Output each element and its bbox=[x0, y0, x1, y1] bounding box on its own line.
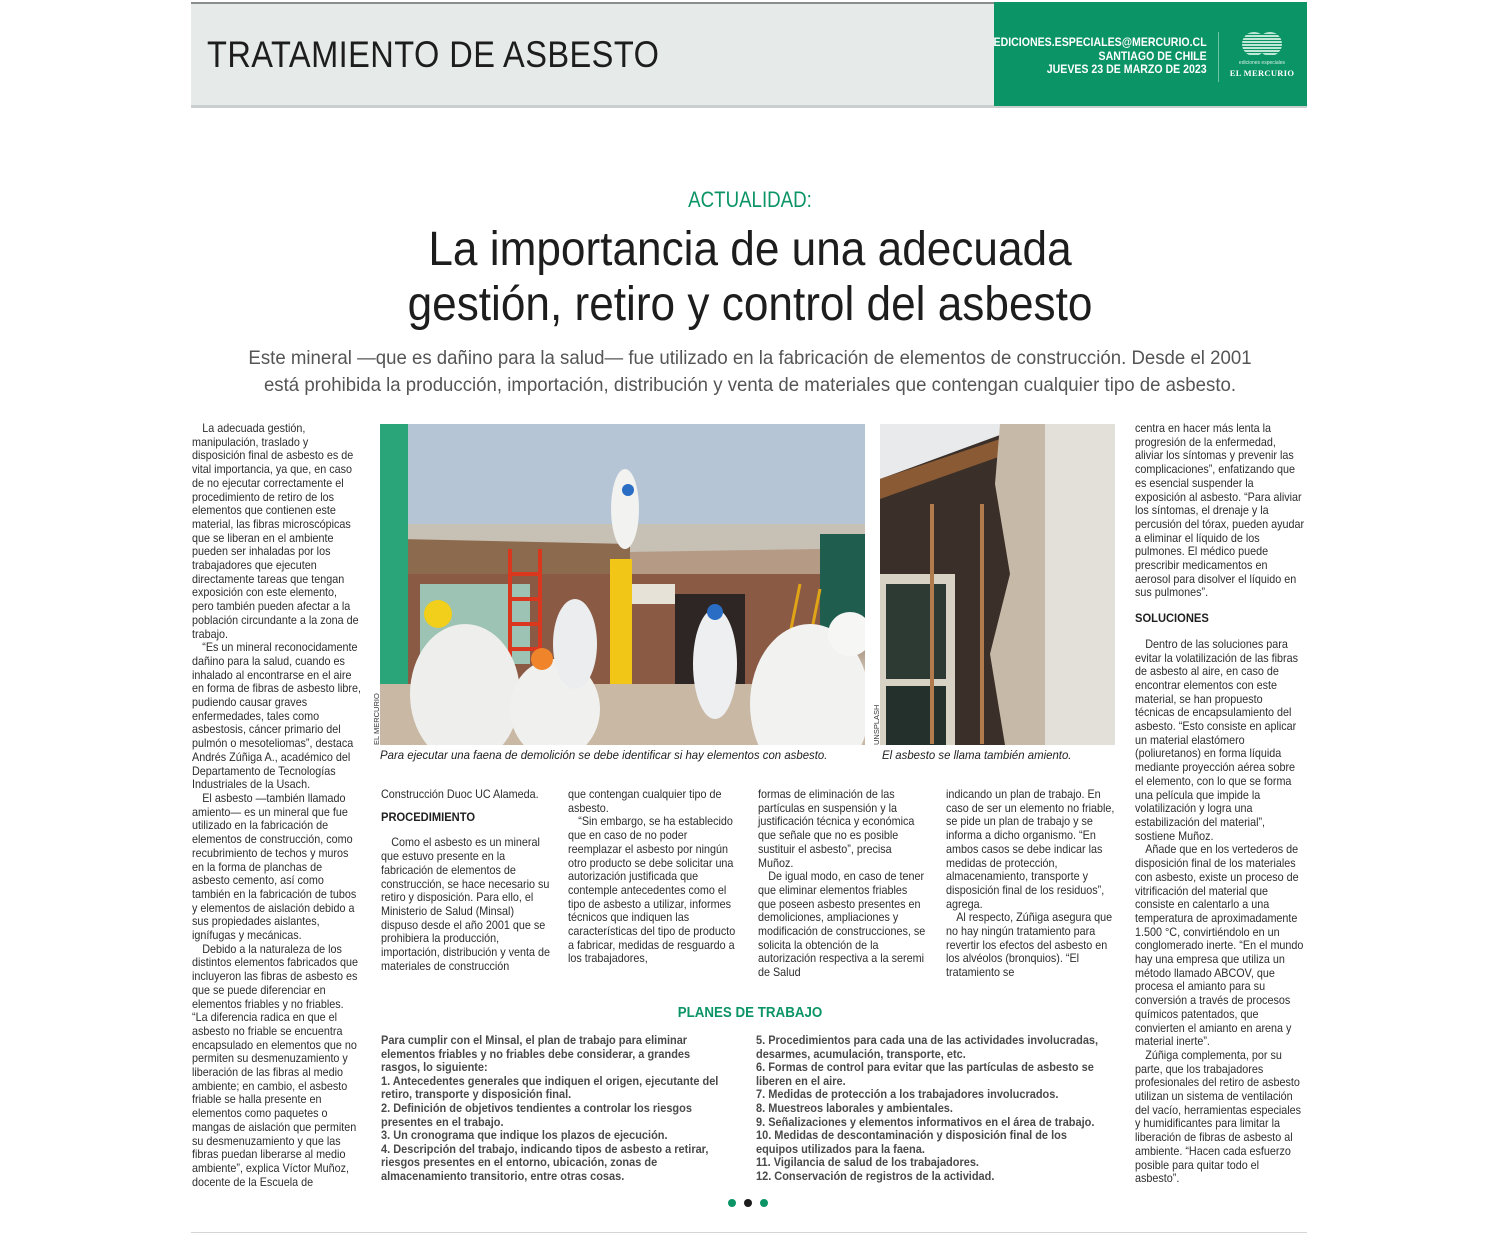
photo-credit-1: EL MERCURIO bbox=[372, 693, 381, 745]
contact-info bbox=[994, 37, 1207, 78]
asbestos-wall-photo-art bbox=[880, 424, 1115, 745]
body-column-6 bbox=[1135, 422, 1304, 1186]
subhead-procedimiento: PROCEDIMIENTO bbox=[381, 809, 476, 824]
planes-item: 2. Definición de objetivos tendientes a controlar los riesgos presentes en el trabajo. bbox=[381, 1100, 692, 1129]
contact-email[interactable]: EDICIONES.ESPECIALES@MERCURIO.CL bbox=[993, 37, 1207, 49]
paragraph: Al respecto, Zúñiga asegura que no hay ningún tratamiento para revertir los efectos del asbesto en los alvéolos (bronquios). “El tratamiento se bbox=[946, 911, 1113, 980]
logo-brand: EL MERCURIO bbox=[1229, 68, 1295, 78]
demolition-photo-art bbox=[380, 424, 865, 745]
planes-list-right bbox=[756, 1034, 1106, 1184]
paragraph: “Es un mineral reconocidamente dañino para la salud, cuando es inhalado al encontrarse en el aire en forma de fibras de asbesto libre, pudiendo causar graves enfermedades, tales como asbestosis, cáncer primario del pulmón o mesoteliomas”, destaca Andrés Zúñiga A., académico del Departamento de Tecnologías Industriales de la Usach. bbox=[192, 641, 362, 792]
headline bbox=[60, 222, 1440, 332]
paragraph-continuation: Construcción Duoc UC Alameda. bbox=[381, 788, 539, 801]
body-column-1 bbox=[192, 422, 361, 1189]
end-mark bbox=[728, 1199, 768, 1207]
planes-item: 10. Medidas de descontaminación y disposición final de los equipos utilizados para la faena. bbox=[756, 1128, 1067, 1156]
footer-rule bbox=[191, 1232, 1307, 1233]
section-title: TRATAMIENTO DE ASBESTO bbox=[207, 34, 660, 75]
paragraph-continuation: indicando un plan de trabajo. En caso de ser un elemento no friable, se pide un plan de trabajo y se informa a dicho organismo. “En ambos casos se debe indicar las medidas de protección, almacenamiento, transporte y disposición final de los residuos”, agrega. bbox=[946, 788, 1115, 911]
planes-item: 7. Medidas de protección a los trabajadores involucrados. bbox=[756, 1087, 1059, 1102]
ee-logo-icon bbox=[1240, 32, 1284, 58]
planes-item: 9. Señalizaciones y elementos informativos en el área de trabajo. bbox=[756, 1114, 1095, 1129]
planes-item: 1. Antecedentes generales que indiquen el origen, ejecutante del retiro, transporte y disposición final. bbox=[381, 1073, 719, 1102]
deck-line-2: está prohibida la producción, importación, distribución y venta de materiales que contengan cualquier tipo de asbesto. bbox=[263, 374, 1237, 396]
body-column-5 bbox=[946, 788, 1115, 980]
photo-asbestos-wall bbox=[880, 424, 1115, 745]
paragraph: La adecuada gestión, manipulación, traslado y disposición final de asbesto es de vital importancia, ya que, en caso de no ejecutar correctamente el procedimiento de retiro de los elementos que contienen este material, las fibras microscópicas que se liberan en el ambiente pueden ser inhaladas por los trabajadores que ejecuten directamente tareas que tengan exposición con este elemento, pero también pueden afectar a la población circundante a la zona de trabajo. bbox=[192, 422, 359, 641]
planes-item: 11. Vigilancia de salud de los trabajadores. bbox=[756, 1155, 979, 1170]
paragraph: Zúñiga complementa, por su parte, que los trabajadores profesionales del retiro de asbesto utilizan un sistema de ventilación del vacío, herramientas especiales y humidificantes para limitar la liberación de fibras de asbesto al ambiente. “Hacen cada esfuerzo posible para quitar todo el asbesto”. bbox=[1135, 1048, 1302, 1186]
planes-item: 4. Descripción del trabajo, indicando tipos de asbesto a retirar, riesgos presentes en el entorno, ubicación, zonas de almacenamiento transitorio, entre otras cosas. bbox=[381, 1141, 709, 1183]
body-column-3 bbox=[568, 788, 737, 966]
paragraph: Dentro de las soluciones para evitar la volatilización de las fibras de asbesto al aire, en caso de encontrar elementos con este material, se han propuesto técnicas de encapsulamiento del asbesto. “Esto consiste en aplicar un material elastómero (poliuretanos) en forma líquida mediante proyección aérea sobre el elemento, con lo que se forma una película que impide la volatilización y logra una estabilización del material”, sostiene Muñoz. bbox=[1135, 637, 1299, 843]
body-column-4 bbox=[758, 788, 927, 980]
paragraph-continuation: centra en hacer más lenta la progresión de la enfermedad, aliviar los síntomas y prevenir las complicaciones”, enfatizando que es esencial suspender la exposición al asbesto. “Para aliviar los síntomas, el drenaje y la percusión del tórax, pueden ayudar a eliminar el líquido de los pulmones. El médico puede prescribir medicamentos en aerosol para disolver el líquido en sus pulmones”. bbox=[1135, 422, 1305, 600]
paragraph: El asbesto —también llamado amiento— es un mineral que fue utilizado en la fabricación de elementos de construcción, como recubrimiento de techos y muros en la forma de planchas de asbesto cemento, así como también en la fabricación de tubos y elementos de aislación debido a sus propiedades aislantes, ignífugas y mecánicas. bbox=[192, 791, 357, 943]
paragraph-continuation: formas de eliminación de las partículas en suspensión y la justificación técnica y económica que señale que no es posible sustituir el asbesto”, precisa Muñoz. bbox=[758, 788, 915, 870]
photo-caption-2: El asbesto se llama también amiento. bbox=[882, 748, 1072, 762]
planes-list-left bbox=[381, 1034, 731, 1184]
headline-line-2: gestión, retiro y control del asbesto bbox=[407, 278, 1093, 331]
photo-caption-1: Para ejecutar una faena de demolición se debe identificar si hay elementos con asbesto. bbox=[380, 748, 828, 762]
kicker: ACTUALIDAD: bbox=[688, 187, 812, 212]
paragraph: De igual modo, en caso de tener que eliminar elementos friables que poseen asbesto presentes en demoliciones, ampliaciones y modificación de construcciones, se solicita la obtención de la autorización respectiva a la seremi de Salud bbox=[758, 870, 926, 980]
planes-item: 6. Formas de control para evitar que las partículas de asbesto se liberen en el aire. bbox=[756, 1060, 1094, 1088]
headline-line-1: La importancia de una adecuada bbox=[428, 223, 1072, 276]
photo-credit-2: UNSPLASH bbox=[872, 704, 881, 745]
publisher-box bbox=[994, 2, 1307, 106]
deck-line-1: Este mineral —que es dañino para la salud— fue utilizado en la fabricación de elementos de construcción. Desde el 2001 bbox=[248, 347, 1252, 369]
paragraph-continuation: que contengan cualquier tipo de asbesto. bbox=[568, 788, 722, 815]
paragraph: Como el asbesto es un mineral que estuvo presente en la fabricación de elementos de construcción, se hace necesario su retiro y disposición. Para ello, el Ministerio de Salud (Minsal) dispuso desde el año 2001 que se prohibiera la producción, importación, distribución y venta de materiales de construcción bbox=[381, 836, 551, 973]
planes-item: 12. Conservación de registros de la actividad. bbox=[756, 1168, 995, 1183]
paragraph: Debido a la naturaleza de los distintos elementos fabricados que incluyeron las fibras de asbesto es que se puede diferenciar en elementos friables y no friables. “La diferencia radica en que el asbesto no friable se encuentra encapsulado en elementos que no permiten su desmenuzamiento y liberación de las fibras al medio ambiente; en cambio, el asbesto friable se halla presente en elementos como paquetes o mangas de aislación que permiten su desmenuzamiento y que las fibras puedan liberarse al medio ambiente”, explica Víctor Muñoz, docente de la Escuela de bbox=[192, 942, 359, 1189]
date-label: JUEVES 23 DE MARZO DE 2023 bbox=[1047, 64, 1207, 76]
photo-demolition-workers bbox=[380, 424, 865, 745]
ediciones-especiales-logo bbox=[1226, 32, 1298, 82]
end-dot-icon bbox=[728, 1199, 736, 1207]
deck bbox=[215, 345, 1285, 399]
city-label: SANTIAGO DE CHILE bbox=[1098, 50, 1207, 63]
logo-subtitle: ediciones especiales bbox=[1238, 60, 1286, 66]
planes-de-trabajo-title: PLANES DE TRABAJO bbox=[677, 1005, 823, 1021]
paragraph: “Sin embargo, se ha establecido que en caso de no poder reemplazar el asbesto por ningún otro producto se debe solicitar una autorización justificada que contemple antecedentes como el tipo de asbesto a utilizar, informes técnicos que indiquen las características del tipo de producto a fabricar, medidas de resguardo a los trabajadores, bbox=[568, 815, 736, 966]
planes-item: 3. Un cronograma que indique los plazos de ejecución. bbox=[381, 1128, 668, 1143]
planes-item: 8. Muestreos laborales y ambientales. bbox=[756, 1100, 953, 1115]
planes-item: 5. Procedimientos para cada una de las actividades involucradas, desarmes, acumulación, transporte, etc. bbox=[756, 1033, 1099, 1061]
planes-intro: Para cumplir con el Minsal, el plan de trabajo para eliminar elementos friables y no friables debe considerar, a grandes rasgos, lo siguiente: bbox=[381, 1033, 691, 1075]
subhead-soluciones: SOLUCIONES bbox=[1135, 611, 1209, 626]
paragraph: Añade que en los vertederos de disposición final de los materiales con asbesto, existe un proceso de vitrificación del material que consiste en calentarlo a una temperatura de aproximadamente 1.500 °C, convirtiéndolo en un conglomerado inerte. “En el mundo hay una empresa que utiliza un método llamado ABCOV, que procesa el amianto para su conversión a través de procesos químicos patentados, que convierten el amianto en arena y material inerte”. bbox=[1135, 843, 1304, 1049]
divider bbox=[1218, 32, 1219, 82]
end-dot-icon bbox=[744, 1199, 752, 1207]
body-column-2 bbox=[381, 788, 550, 973]
end-dot-icon bbox=[760, 1199, 768, 1207]
